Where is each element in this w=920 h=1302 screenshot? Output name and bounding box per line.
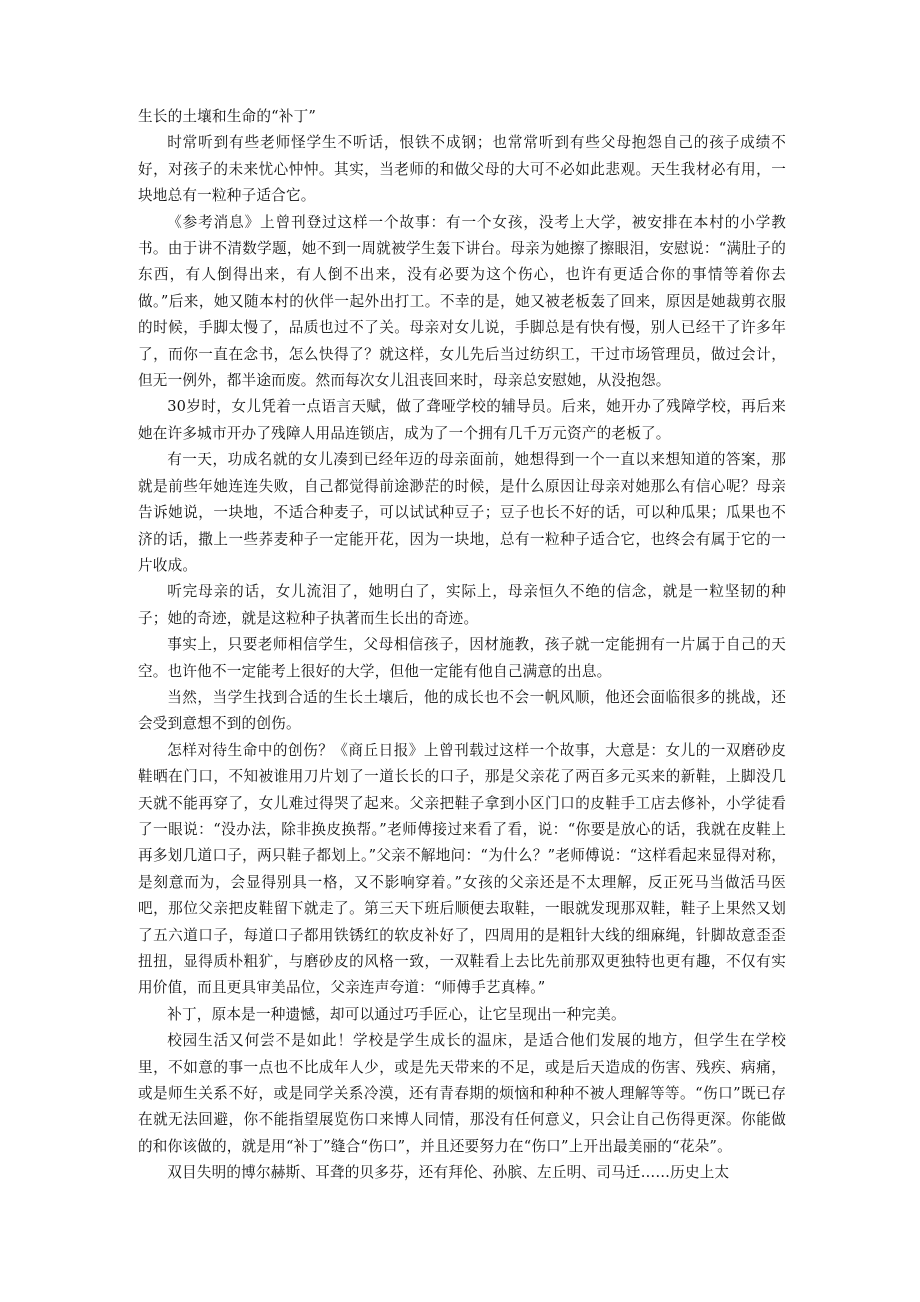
document-page: [138, 104, 786, 1187]
paragraph: 补丁，原本是一种遗憾，却可以通过巧手匠心，让它呈现出一种完美。: [167, 1005, 626, 1023]
paragraph: 双目失明的博尔赫斯、耳聋的贝多芬，还有拜伦、孙膑、左丘明、司马迁……历史上太: [167, 1164, 730, 1182]
paragraph: 校园生活又何尝不是如此！学校是学生成长的温床，是适合他们发展的地方，但学生在学校里，不如意的事一点也不比成年人少，或是先天带来的不足，或是后天造成的伤害、残疾、病痛，或是师生关系不好，或是同学关系冷漠，还有青春期的烦恼和种种不被人理解等等。“伤口”既已存在就无法回避，你不能指望展览伤口来博人同情，那没有任何意义，只会让自己伤得更深。你能做的和你该做的，就是用“补丁”缝合“伤口”，并且还要努力在“伤口”上开出最美丽的“花朵”。: [138, 1032, 786, 1155]
paragraph: 时常听到有些老师怪学生不听话，恨铁不成钢；也常常听到有些父母抱怨自己的孩子成绩不好，对孩子的未来忧心忡忡。其实，当老师的和做父母的大可不必如此悲观。天生我材必有用，一块地总有一粒种子适合它。: [138, 134, 786, 205]
paragraph: 《参考消息》上曾刊登过这样一个故事：有一个女孩，没考上大学，被安排在本村的小学教书。由于讲不清数学题，她不到一周就被学生轰下讲台。母亲为她擦了擦眼泪，安慰说：“满肚子的东西，有人倒得出来，有人倒不出来，没有必要为这个伤心，也许有更适合你的事情等着你去做。”后来，她又随本村的伙伴一起外出打工。不幸的是，她又被老板轰了回来，原因是她裁剪衣服的时候，手脚太慢了，品质也过不了关。母亲对女儿说，手脚总是有快有慢，别人已经干了许多年了，而你一直在念书，怎么快得了？就这样，女儿先后当过纺织工，干过市场管理员，做过会计，但无一例外，都半途而废。然而每次女儿沮丧回来时，母亲总安慰她，从没抱怨。: [138, 213, 786, 390]
paragraph: 30岁时，女儿凭着一点语言天赋，做了聋哑学校的辅导员。后来，她开办了残障学校，再后来她在许多城市开办了残障人用品连锁店，成为了一个拥有几千万元资产的老板了。: [138, 398, 786, 442]
paragraph: 怎样对待生命中的创伤？《商丘日报》上曾刊载过这样一个故事，大意是：女儿的一双磨砂皮鞋晒在门口，不知被谁用刀片划了一道长长的口子，那是父亲花了两百多元买来的新鞋，上脚没几天就不能再穿了，女儿难过得哭了起来。父亲把鞋子拿到小区门口的皮鞋手工店去修补，小学徒看了一眼说：“没办法，除非换皮换帮。”老师傅接过来看了看，说：“你要是放心的话，我就在皮鞋上再多划几道口子，两只鞋子都划上。”父亲不解地问：“为什么？”老师傅说：“这样看起来显得对称，是刻意而为，会显得别具一格，又不影响穿着。”女孩的父亲还是不太理解，反正死马当做活马医吧，那位父亲把皮鞋留下就走了。第三天下班后顺便去取鞋，一眼就发现那双鞋，鞋子上果然又划了五六道口子，每道口子都用铁锈红的软皮补好了，四周用的是粗针大线的细麻绳，针脚故意歪歪扭扭，显得质朴粗犷，与磨砂皮的风格一致，一双鞋看上去比先前那双更独特也更有趣，不仅有实用价值，而且更具审美品位，父亲连声夸道：“师傅手艺真棒。”: [138, 741, 786, 997]
paragraph: 有一天，功成名就的女儿凑到已经年迈的母亲面前，她想得到一个一直以来想知道的答案，那就是前些年她连连失败，自己都觉得前途渺茫的时候，是什么原因让母亲对她那么有信心呢？母亲告诉她说，一块地，不适合种麦子，可以试试种豆子；豆子也长不好的话，可以种瓜果；瓜果也不济的话，撒上一些荞麦种子一定能开花，因为一块地，总有一粒种子适合它，也终会有属于它的一片收成。: [138, 451, 786, 574]
paragraph: 当然，当学生找到合适的生长土壤后，他的成长也不会一帆风顺，他还会面临很多的挑战，还会受到意想不到的创伤。: [138, 688, 786, 733]
paragraph: 听完母亲的话，女儿流泪了，她明白了，实际上，母亲恒久不绝的信念，就是一粒坚韧的种子；她的奇迹，就是这粒种子执著而生长出的奇迹。: [138, 583, 786, 627]
document-title: 生长的土壤和生命的“补丁”: [138, 108, 317, 125]
paragraph: 事实上，只要老师相信学生，父母相信孩子，因材施教，孩子就一定能拥有一片属于自己的天空。也许他不一定能考上很好的大学，但他一定能有他自己满意的出息。: [138, 636, 786, 680]
